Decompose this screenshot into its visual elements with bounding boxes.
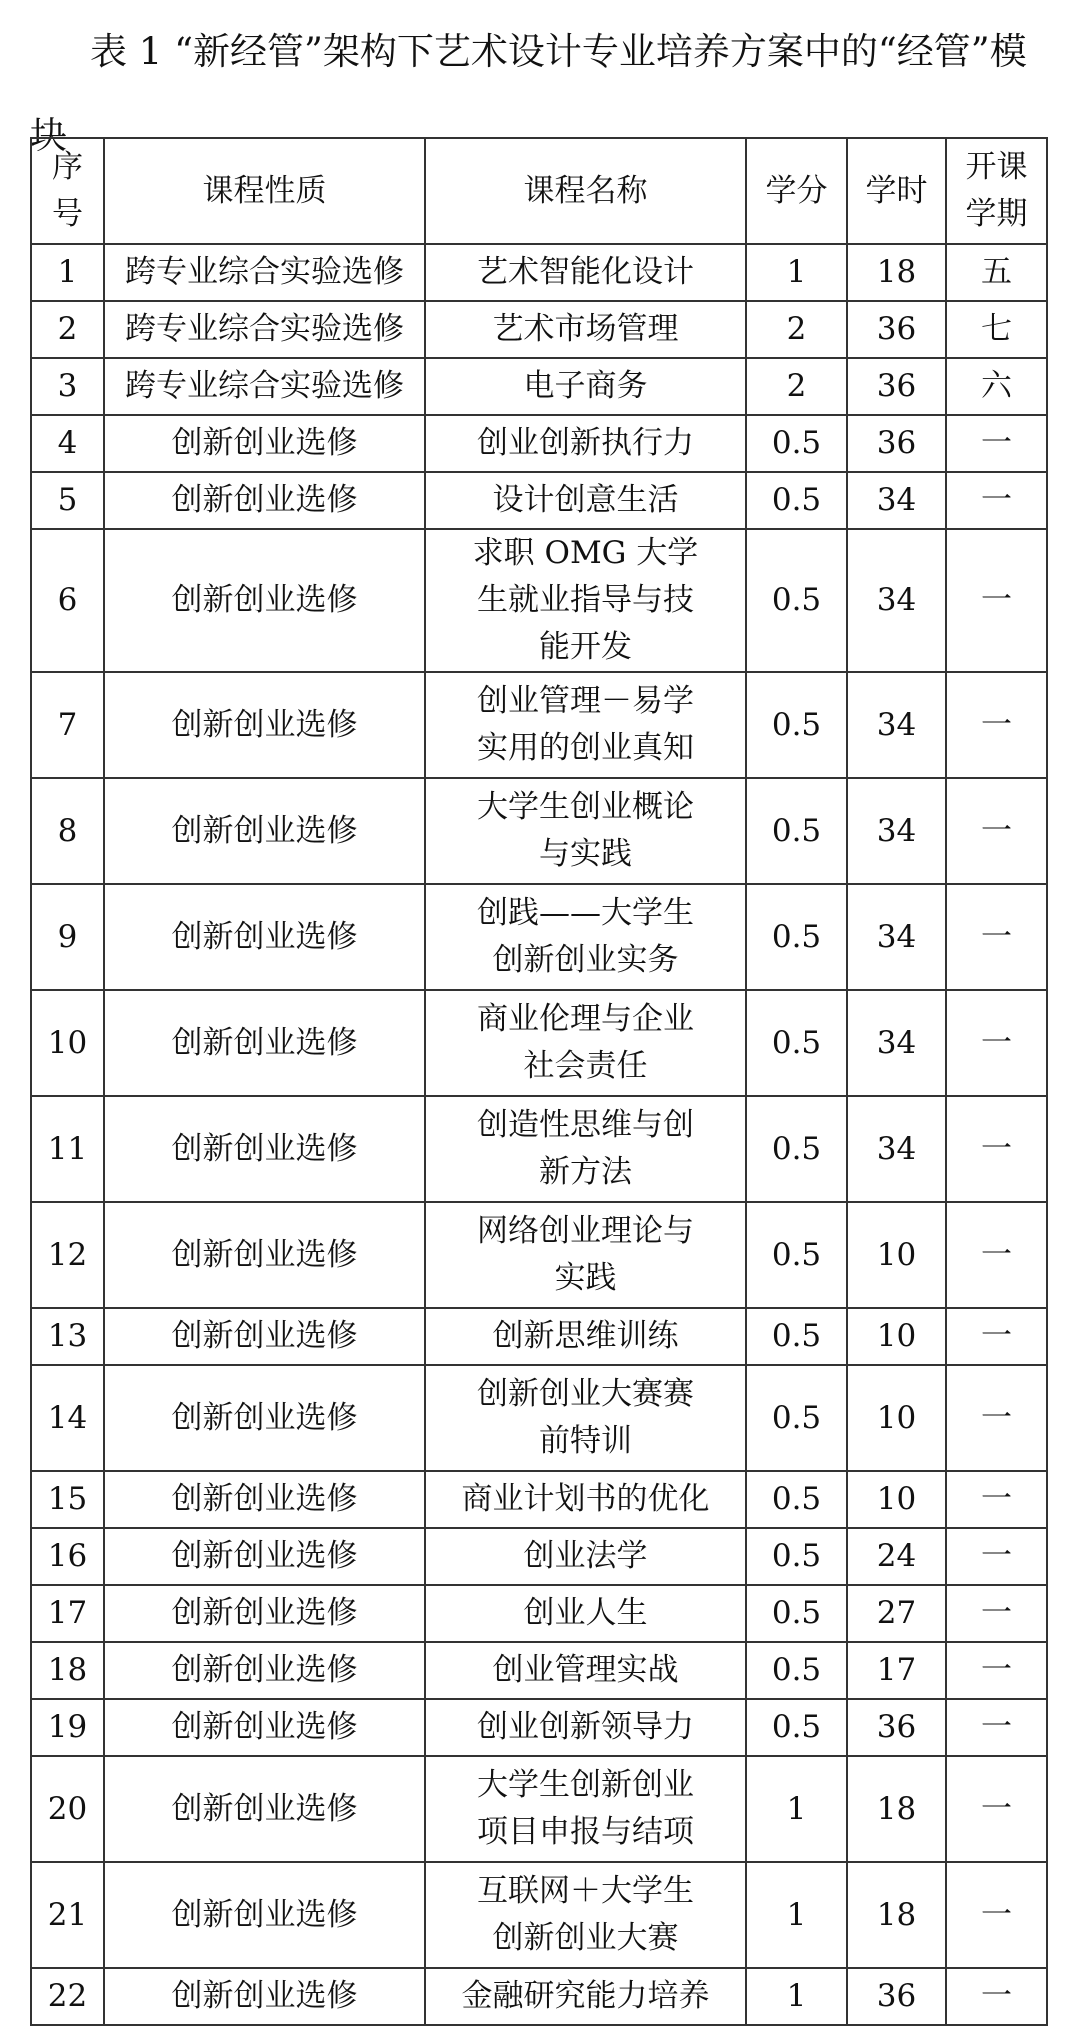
cell-type: 创新创业选修: [104, 1202, 425, 1308]
cell-hours: 34: [847, 990, 946, 1096]
cell-credit: 1: [746, 1756, 847, 1862]
cell-hours: 34: [847, 529, 946, 672]
cell-term: 一: [946, 1585, 1047, 1642]
cell-type: 跨专业综合实验选修: [104, 244, 425, 301]
cell-term: 一: [946, 1756, 1047, 1862]
table-row: [31, 1585, 1047, 1642]
cell-credit: 1: [746, 1862, 847, 1968]
cell-type: 创新创业选修: [104, 1471, 425, 1528]
cell-credit: 0.5: [746, 1202, 847, 1308]
cell-type: 创新创业选修: [104, 415, 425, 472]
cell-name: [425, 990, 746, 1096]
cell-term: 一: [946, 1202, 1047, 1308]
cell-hours: 24: [847, 1528, 946, 1585]
cell-no: 8: [31, 778, 104, 884]
cell-type: 创新创业选修: [104, 672, 425, 778]
cell-term: 一: [946, 884, 1047, 990]
cell-credit: 0.5: [746, 1585, 847, 1642]
table-row: [31, 672, 1047, 778]
cell-term: 一: [946, 529, 1047, 672]
cell-hours: 10: [847, 1365, 946, 1471]
cell-term: 一: [946, 1471, 1047, 1528]
cell-no: 17: [31, 1585, 104, 1642]
header-credit: 学分: [746, 138, 847, 244]
table-row: [31, 1968, 1047, 2025]
cell-type: 创新创业选修: [104, 990, 425, 1096]
cell-name: 创业管理实战: [425, 1642, 746, 1699]
cell-type: 创新创业选修: [104, 1699, 425, 1756]
cell-credit: 1: [746, 1968, 847, 2025]
cell-no: 7: [31, 672, 104, 778]
cell-name: 金融研究能力培养: [425, 1968, 746, 2025]
cell-name: 电子商务: [425, 358, 746, 415]
cell-no: 2: [31, 301, 104, 358]
cell-name: 创业法学: [425, 1528, 746, 1585]
cell-type: 创新创业选修: [104, 1585, 425, 1642]
cell-credit: 0.5: [746, 529, 847, 672]
table-body: [31, 244, 1047, 2025]
cell-term: 一: [946, 1862, 1047, 1968]
cell-credit: 0.5: [746, 1308, 847, 1365]
cell-term: 一: [946, 1365, 1047, 1471]
table-row: [31, 1699, 1047, 1756]
cell-hours: 17: [847, 1642, 946, 1699]
cell-hours: 34: [847, 884, 946, 990]
cell-credit: 0.5: [746, 1528, 847, 1585]
table-row: [31, 1642, 1047, 1699]
cell-term: 一: [946, 1308, 1047, 1365]
cell-credit: 0.5: [746, 472, 847, 529]
cell-hours: 36: [847, 301, 946, 358]
cell-hours: 34: [847, 778, 946, 884]
cell-no: 22: [31, 1968, 104, 2025]
cell-type: 创新创业选修: [104, 1365, 425, 1471]
cell-name: 艺术智能化设计: [425, 244, 746, 301]
table-row: [31, 415, 1047, 472]
cell-type: 创新创业选修: [104, 1308, 425, 1365]
table-row: [31, 1308, 1047, 1365]
table-row: [31, 778, 1047, 884]
cell-no: 13: [31, 1308, 104, 1365]
cell-no: 12: [31, 1202, 104, 1308]
cell-no: 11: [31, 1096, 104, 1202]
cell-name: [425, 778, 746, 884]
cell-type: 创新创业选修: [104, 529, 425, 672]
cell-no: 6: [31, 529, 104, 672]
course-name-text: 商业伦理与企业社会责任: [476, 1001, 694, 1084]
table-header-row: [31, 138, 1047, 244]
cell-no: 14: [31, 1365, 104, 1471]
table-row: [31, 244, 1047, 301]
course-name-text: 大学生创新创业项目申报与结项: [476, 1767, 694, 1850]
cell-term: 六: [946, 358, 1047, 415]
cell-credit: 1: [746, 244, 847, 301]
course-name-text: 创新创业大赛赛前特训: [476, 1376, 694, 1459]
table-row: [31, 472, 1047, 529]
cell-hours: 36: [847, 358, 946, 415]
course-name-text: 创造性思维与创新方法: [476, 1107, 694, 1190]
header-name: 课程名称: [425, 138, 746, 244]
cell-no: 1: [31, 244, 104, 301]
table-row: [31, 1471, 1047, 1528]
cell-hours: 34: [847, 672, 946, 778]
cell-type: 跨专业综合实验选修: [104, 358, 425, 415]
cell-hours: 34: [847, 1096, 946, 1202]
table-row: [31, 1528, 1047, 1585]
cell-credit: 0.5: [746, 1471, 847, 1528]
cell-type: 创新创业选修: [104, 1528, 425, 1585]
cell-name: [425, 672, 746, 778]
cell-no: 18: [31, 1642, 104, 1699]
table-row: [31, 1202, 1047, 1308]
cell-type: 创新创业选修: [104, 472, 425, 529]
cell-no: 19: [31, 1699, 104, 1756]
course-name-text: 求职 OMG 大学生就业指导与技能开发: [472, 535, 699, 665]
course-name-text: 大学生创业概论与实践: [476, 789, 694, 872]
cell-term: 一: [946, 672, 1047, 778]
cell-name: 创业人生: [425, 1585, 746, 1642]
course-name-text: 互联网＋大学生创新创业大赛: [476, 1873, 694, 1956]
course-name-text: 网络创业理论与实践: [476, 1213, 694, 1296]
cell-name: [425, 884, 746, 990]
cell-name: [425, 1202, 746, 1308]
cell-term: 五: [946, 244, 1047, 301]
cell-hours: 18: [847, 1862, 946, 1968]
cell-term: 一: [946, 778, 1047, 884]
cell-credit: 0.5: [746, 1642, 847, 1699]
cell-term: 一: [946, 1642, 1047, 1699]
cell-term: 一: [946, 1699, 1047, 1756]
cell-credit: 0.5: [746, 778, 847, 884]
cell-credit: 2: [746, 358, 847, 415]
cell-no: 9: [31, 884, 104, 990]
cell-type: 跨专业综合实验选修: [104, 301, 425, 358]
cell-type: 创新创业选修: [104, 1642, 425, 1699]
course-table: [30, 137, 1048, 2026]
cell-credit: 2: [746, 301, 847, 358]
header-no: 序号: [31, 138, 104, 244]
cell-hours: 36: [847, 415, 946, 472]
cell-name: 商业计划书的优化: [425, 1471, 746, 1528]
cell-name: [425, 1096, 746, 1202]
table-row: [31, 1756, 1047, 1862]
cell-term: 七: [946, 301, 1047, 358]
cell-hours: 27: [847, 1585, 946, 1642]
table-row: [31, 990, 1047, 1096]
cell-hours: 36: [847, 1968, 946, 2025]
cell-name: 创业创新领导力: [425, 1699, 746, 1756]
table-row: [31, 529, 1047, 672]
cell-no: 4: [31, 415, 104, 472]
cell-no: 21: [31, 1862, 104, 1968]
cell-name: 创新思维训练: [425, 1308, 746, 1365]
cell-term: 一: [946, 1096, 1047, 1202]
cell-credit: 0.5: [746, 884, 847, 990]
cell-hours: 10: [847, 1202, 946, 1308]
cell-name: 艺术市场管理: [425, 301, 746, 358]
cell-term: 一: [946, 1968, 1047, 2025]
course-name-text: 创业管理－易学实用的创业真知: [476, 683, 694, 766]
cell-credit: 0.5: [746, 415, 847, 472]
table-row: [31, 358, 1047, 415]
cell-name: [425, 1756, 746, 1862]
cell-term: 一: [946, 1528, 1047, 1585]
cell-no: 15: [31, 1471, 104, 1528]
cell-type: 创新创业选修: [104, 884, 425, 990]
cell-no: 10: [31, 990, 104, 1096]
cell-type: 创新创业选修: [104, 778, 425, 884]
cell-no: 16: [31, 1528, 104, 1585]
cell-type: 创新创业选修: [104, 1862, 425, 1968]
course-name-text: 创践——大学生创新创业实务: [476, 895, 694, 978]
cell-name: 设计创意生活: [425, 472, 746, 529]
cell-type: 创新创业选修: [104, 1096, 425, 1202]
cell-term: 一: [946, 990, 1047, 1096]
header-hours: 学时: [847, 138, 946, 244]
cell-name: [425, 529, 746, 672]
cell-term: 一: [946, 472, 1047, 529]
cell-name: 创业创新执行力: [425, 415, 746, 472]
cell-hours: 36: [847, 1699, 946, 1756]
cell-name: [425, 1365, 746, 1471]
caption-text: 表 1 “新经管”架构下艺术设计专业培养方案中的“经管”模块: [30, 30, 1027, 157]
table-row: [31, 1096, 1047, 1202]
cell-term: 一: [946, 415, 1047, 472]
table-row: [31, 301, 1047, 358]
table-row: [31, 1862, 1047, 1968]
table-row: [31, 1365, 1047, 1471]
cell-credit: 0.5: [746, 1365, 847, 1471]
cell-no: 5: [31, 472, 104, 529]
header-type: 课程性质: [104, 138, 425, 244]
cell-hours: 18: [847, 244, 946, 301]
cell-credit: 0.5: [746, 1096, 847, 1202]
cell-type: 创新创业选修: [104, 1756, 425, 1862]
cell-hours: 18: [847, 1756, 946, 1862]
header-term: 开课学期: [946, 138, 1047, 244]
cell-credit: 0.5: [746, 672, 847, 778]
cell-type: 创新创业选修: [104, 1968, 425, 2025]
cell-no: 3: [31, 358, 104, 415]
cell-name: [425, 1862, 746, 1968]
cell-hours: 10: [847, 1308, 946, 1365]
cell-hours: 34: [847, 472, 946, 529]
cell-credit: 0.5: [746, 1699, 847, 1756]
cell-credit: 0.5: [746, 990, 847, 1096]
cell-no: 20: [31, 1756, 104, 1862]
cell-hours: 10: [847, 1471, 946, 1528]
table-row: [31, 884, 1047, 990]
